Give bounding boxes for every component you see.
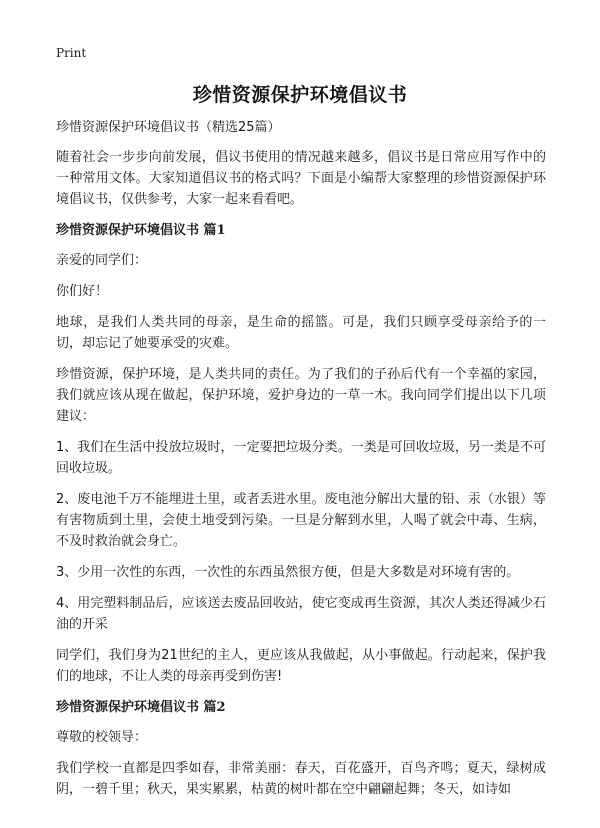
print-label: Print	[56, 46, 87, 60]
body-paragraph: 我们学校一直都是四季如春，非常美丽：春天，百花盛开，百鸟齐鸣；夏天，绿树成阴，一碧千里；秋天，果实累累，枯黄的树叶都在空中翩翩起舞；冬天，如诗如	[56, 761, 546, 797]
greeting: 你们好！	[56, 284, 109, 299]
page-title: 珍惜资源保护环境倡议书	[192, 84, 408, 106]
suggestion-item: 4、用完塑料制品后，应该送去废品回收站，使它变成再生资源，其次人类还得减少石油的开采	[56, 596, 546, 632]
section-heading: 珍惜资源保护环境倡议书 篇1	[56, 223, 226, 238]
document-body	[56, 117, 546, 810]
suggestion-item: 3、少用一次性的东西，一次性的东西虽然很方便，但是大多数是对环境有害的。	[56, 565, 520, 580]
section-2	[56, 697, 546, 800]
closing-paragraph: 同学们，我们身为21世纪的主人，更应该从我做起，从小事做起。行动起来，保护我们的地球，不让人类的母亲再受到伤害!	[56, 648, 546, 684]
body-paragraph: 珍惜资源，保护环境，是人类共同的责任。为了我们的子孙后代有一个幸福的家园，我们就应该从现在做起，保护环境，爱护身边的一草一木。我向同学们提出以下几项建议：	[56, 367, 546, 424]
salutation: 尊敬的校领导：	[56, 730, 148, 745]
section-1	[56, 220, 546, 687]
body-paragraph: 地球，是我们人类共同的母亲，是生命的摇篮。可是，我们只顾享受母亲给予的一切，却忘记了她要承受的灾难。	[56, 315, 546, 351]
suggestion-item: 1、我们在生活中投放垃圾时，一定要把垃圾分类。一类是可回收垃圾，另一类是不可回收垃圾。	[56, 440, 546, 476]
intro-paragraph: 随着社会一步步向前发展，倡议书使用的情况越来越多，倡议书是日常应用写作中的一种常用文体。大家知道倡议书的格式吗？下面是小编帮大家整理的珍惜资源保护环境倡议书，仅供参考，大家一起来看看吧。	[56, 150, 546, 207]
salutation: 亲爱的同学们：	[56, 253, 148, 268]
document-subtitle: 珍惜资源保护环境倡议书（精选25篇）	[56, 120, 281, 135]
suggestion-item: 2、废电池千万不能埋进土里，或者丢进水里。废电池分解出大量的铅、汞（水银）等有害物质到土里，会使土地受到污染。一旦是分解到水里，人喝了就会中毒、生病，不及时救治就会身亡。	[56, 492, 546, 549]
section-heading: 珍惜资源保护环境倡议书 篇2	[56, 700, 226, 715]
